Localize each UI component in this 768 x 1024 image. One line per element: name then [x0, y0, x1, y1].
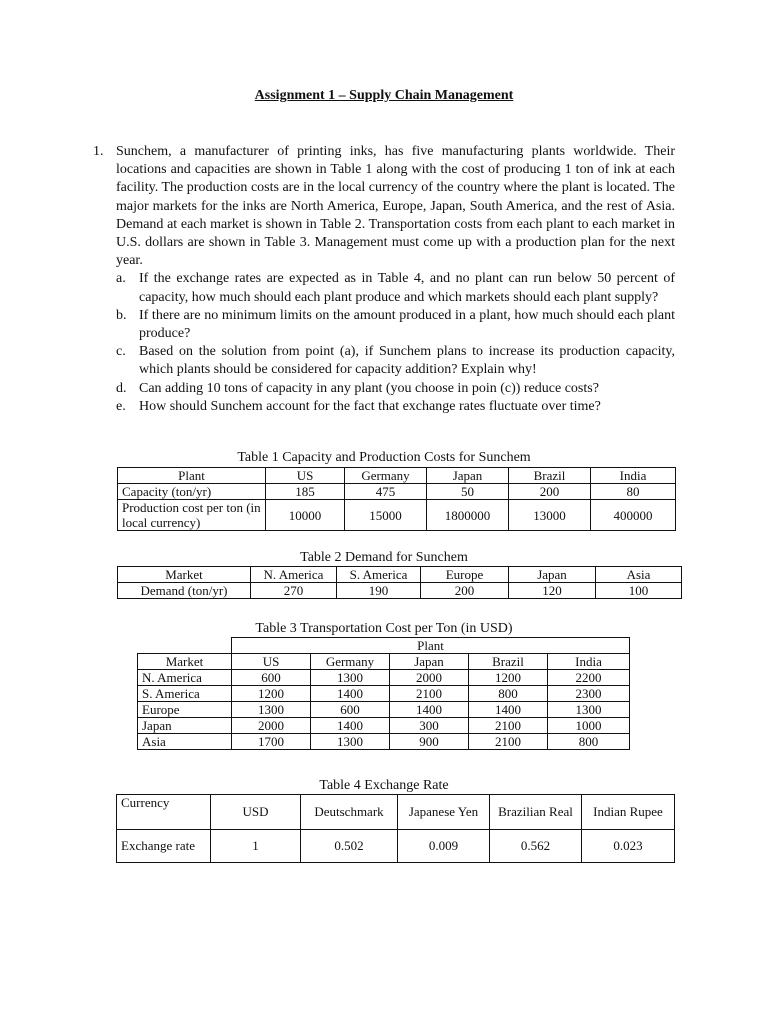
- table-cell: 185: [266, 484, 345, 500]
- sub-question-text: Based on the solution from point (a), if Sunchem plans to increase its production capacity, which plants should be considered for capacity addition? Explain why!: [139, 344, 675, 378]
- table-cell: 800: [548, 734, 630, 750]
- sub-question-letter: d.: [116, 380, 127, 396]
- table-cell: 1700: [232, 734, 311, 750]
- empty-corner-cell: [138, 638, 232, 654]
- table-header-row: [138, 654, 630, 670]
- table-cell: 15000: [345, 500, 427, 531]
- table-cell: 0.562: [490, 830, 582, 863]
- row-label: Capacity (ton/yr): [118, 484, 266, 500]
- table-header-cell: USD: [211, 795, 301, 830]
- table-header-cell: Germany: [345, 468, 427, 484]
- table-cell: 1300: [311, 670, 390, 686]
- table-cell: 1300: [548, 702, 630, 718]
- table-header-cell: S. America: [337, 567, 421, 583]
- demand-table: [117, 566, 682, 599]
- table-cell: 600: [311, 702, 390, 718]
- sub-question-text: How should Sunchem account for the fact that exchange rates fluctuate over time?: [139, 398, 601, 414]
- table-row: [138, 686, 630, 702]
- exchange-rate-table: [116, 794, 675, 863]
- table-cell: 200: [421, 583, 509, 599]
- table-cell: 600: [232, 670, 311, 686]
- table-cell: 2100: [469, 734, 548, 750]
- table-header-cell: Brazil: [469, 654, 548, 670]
- sub-question-e: [116, 398, 675, 416]
- table-cell: 2100: [469, 718, 548, 734]
- table-cell: 1400: [469, 702, 548, 718]
- table-header-cell: Market: [138, 654, 232, 670]
- table-header-cell: Brazilian Real: [490, 795, 582, 830]
- table-row: [138, 718, 630, 734]
- table-cell: 120: [509, 583, 596, 599]
- sub-question-c: [116, 343, 675, 379]
- table-header-cell: Deutschmark: [301, 795, 398, 830]
- row-label: Production cost per ton (in local currency): [118, 500, 266, 531]
- table-cell: 190: [337, 583, 421, 599]
- table-cell: 1300: [232, 702, 311, 718]
- sub-question-b: [116, 307, 675, 343]
- table-cell: 200: [509, 484, 591, 500]
- table-cell: 1400: [311, 718, 390, 734]
- table-cell: 2100: [390, 686, 469, 702]
- row-label: N. America: [138, 670, 232, 686]
- table-header-cell: Plant: [118, 468, 266, 484]
- table-cell: 475: [345, 484, 427, 500]
- table-cell: 900: [390, 734, 469, 750]
- table-1-caption: Table 1 Capacity and Production Costs for Sunchem: [237, 450, 531, 465]
- table-group-header-row: [138, 638, 630, 654]
- table-cell: 2000: [390, 670, 469, 686]
- table-cell: 0.502: [301, 830, 398, 863]
- table-cell: 2200: [548, 670, 630, 686]
- table-3-caption: Table 3 Transportation Cost per Ton (in USD): [255, 621, 513, 636]
- table-cell: 2300: [548, 686, 630, 702]
- capacity-cost-table: [117, 467, 676, 531]
- plant-group-header: Plant: [232, 638, 630, 654]
- table-cell: 1200: [232, 686, 311, 702]
- table-header-row: [118, 468, 676, 484]
- table-cell: 0.023: [582, 830, 675, 863]
- question-text: Sunchem, a manufacturer of printing inks, has five manufacturing plants worldwide. Their locations and capacities are shown in Table 1 along with the cost of producing 1 ton of ink at each facility. The production costs are in the local currency of the country where the plant is located. The major markets for the inks are North America, Europe, Japan, South America, and the rest of Asia. Demand at each market is shown in Table 2. Transportation costs from each plant to each market in U.S. dollars are shown in Table 3. Management must come up with a production plan for the next year.: [116, 144, 675, 269]
- table-header-cell: N. America: [251, 567, 337, 583]
- table-cell: 1400: [311, 686, 390, 702]
- assignment-title: Assignment 1 – Supply Chain Management: [254, 88, 514, 103]
- sub-question-a: [116, 270, 675, 306]
- table-header-cell: Indian Rupee: [582, 795, 675, 830]
- sub-question-letter: a.: [116, 271, 126, 287]
- table-header-cell: India: [591, 468, 676, 484]
- row-label: Europe: [138, 702, 232, 718]
- table-cell: 13000: [509, 500, 591, 531]
- sub-question-text: If there are no minimum limits on the amount produced in a plant, how much should each plant produce?: [139, 307, 675, 342]
- row-label: Japan: [138, 718, 232, 734]
- table-header-cell: Germany: [311, 654, 390, 670]
- table-cell: 1800000: [427, 500, 509, 531]
- sub-question-text: Can adding 10 tons of capacity in any plant (you choose in poin (c)) reduce costs?: [139, 380, 599, 396]
- table-header-cell: Currency: [117, 795, 211, 830]
- sub-question-text: If the exchange rates are expected as in Table 4, and no plant can run below 50 percent of capacity, how much should each plant produce and which markets should each plant supply?: [139, 271, 675, 305]
- table-row: [138, 734, 630, 750]
- sub-question-letter: b.: [116, 307, 127, 323]
- table-header-cell: Asia: [596, 567, 682, 583]
- table-header-cell: Japan: [427, 468, 509, 484]
- table-header-row: [117, 795, 675, 830]
- table-cell: 1400: [390, 702, 469, 718]
- table-header-cell: US: [266, 468, 345, 484]
- table-header-cell: Japanese Yen: [398, 795, 490, 830]
- table-header-cell: Market: [118, 567, 251, 583]
- table-row: [118, 583, 682, 599]
- table-cell: 400000: [591, 500, 676, 531]
- table-2-caption: Table 2 Demand for Sunchem: [300, 550, 468, 565]
- table-row: [118, 500, 676, 531]
- table-cell: 0.009: [398, 830, 490, 863]
- sub-question-letter: c.: [116, 344, 126, 360]
- transport-cost-table: [137, 637, 630, 750]
- table-header-cell: Japan: [390, 654, 469, 670]
- row-label: Asia: [138, 734, 232, 750]
- table-cell: 1300: [311, 734, 390, 750]
- table-header-cell: Japan: [509, 567, 596, 583]
- row-label: Demand (ton/yr): [118, 583, 251, 599]
- table-cell: 800: [469, 686, 548, 702]
- table-header-row: [118, 567, 682, 583]
- table-cell: 80: [591, 484, 676, 500]
- sub-question-d: [116, 380, 675, 398]
- table-cell: 1: [211, 830, 301, 863]
- table-row: [138, 702, 630, 718]
- row-label: S. America: [138, 686, 232, 702]
- table-header-cell: Brazil: [509, 468, 591, 484]
- table-cell: 270: [251, 583, 337, 599]
- row-label: Exchange rate: [117, 830, 211, 863]
- question-number: 1.: [93, 144, 104, 159]
- sub-question-letter: e.: [116, 398, 126, 414]
- sub-question-list: [116, 270, 675, 416]
- table-cell: 50: [427, 484, 509, 500]
- table-header-cell: US: [232, 654, 311, 670]
- table-row: [117, 830, 675, 863]
- table-header-cell: Europe: [421, 567, 509, 583]
- table-row: [138, 670, 630, 686]
- table-header-cell: India: [548, 654, 630, 670]
- table-4-caption: Table 4 Exchange Rate: [319, 778, 449, 793]
- table-row: [118, 484, 676, 500]
- table-cell: 1200: [469, 670, 548, 686]
- table-cell: 1000: [548, 718, 630, 734]
- table-cell: 10000: [266, 500, 345, 531]
- table-cell: 2000: [232, 718, 311, 734]
- table-cell: 300: [390, 718, 469, 734]
- question-1: [93, 143, 675, 416]
- table-cell: 100: [596, 583, 682, 599]
